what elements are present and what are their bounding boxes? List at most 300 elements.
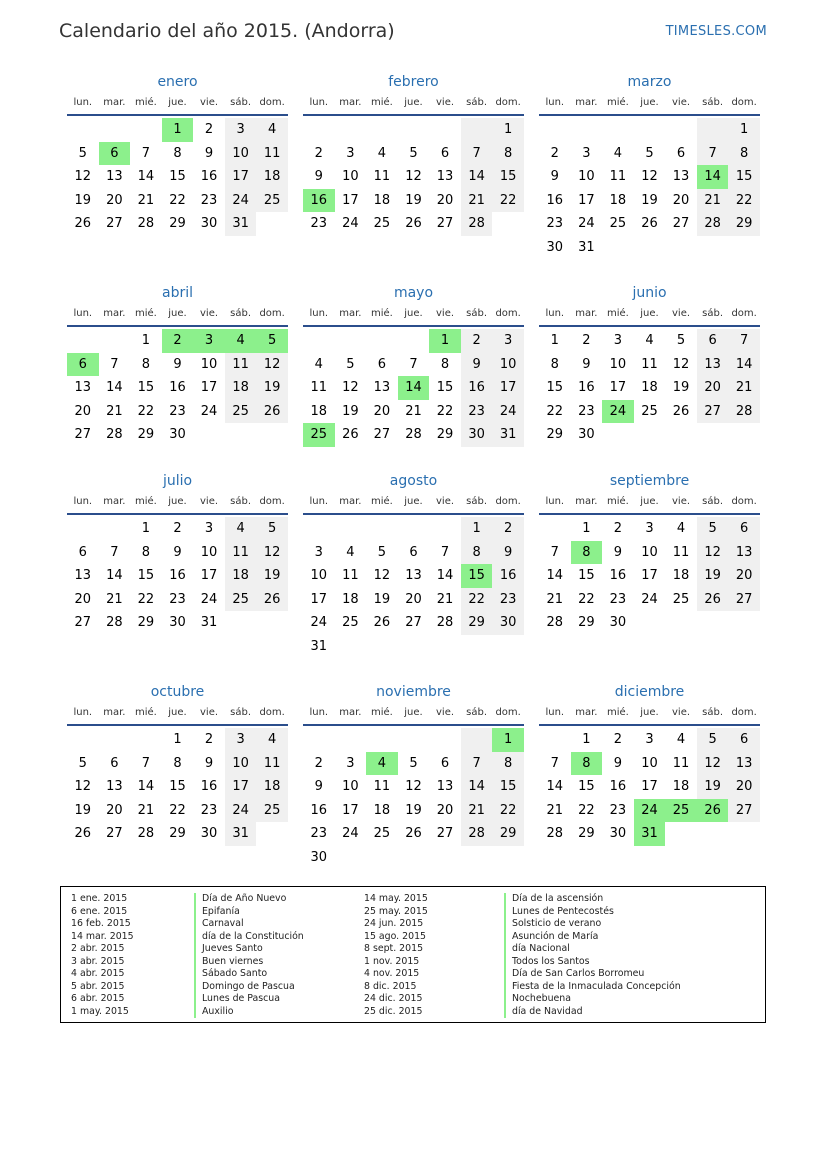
empty-cell: [398, 118, 430, 142]
brand-link[interactable]: TIMESLES.COM: [665, 24, 767, 39]
weekday-header: [303, 92, 524, 116]
day-cell: 9: [173, 356, 182, 372]
empty-cell: [130, 728, 162, 752]
day-cell: 25: [256, 189, 288, 213]
month-name: mayo: [393, 285, 434, 301]
legend-holiday-name: Lunes de Pascua: [194, 993, 304, 1006]
day-cell: 15: [578, 779, 595, 795]
weekday-label: mar.: [103, 496, 126, 507]
day-cell: 1: [461, 517, 493, 541]
day-cell: 24: [310, 615, 328, 631]
day-cell: 6: [440, 145, 450, 161]
day-grid: [303, 726, 524, 870]
day-cell: 24: [342, 216, 359, 232]
weekday-header: [303, 491, 524, 515]
day-cell: 13: [436, 169, 454, 185]
day-cell: 29: [169, 216, 186, 232]
day-cell: 26: [697, 799, 729, 823]
legend-holiday-name: Auxilio: [194, 1006, 304, 1019]
day-cell: 18: [672, 779, 690, 795]
day-cell: 2: [314, 755, 323, 771]
day-cell: 26: [373, 615, 391, 631]
day-cell: 13: [106, 779, 123, 795]
empty-cell: [602, 118, 634, 142]
day-cell: 2: [582, 333, 591, 348]
month-11: [539, 682, 760, 846]
day-cell: 14: [546, 568, 564, 584]
day-cell: 21: [137, 192, 155, 208]
day-cell: 10: [342, 169, 359, 185]
day-cell: 2: [162, 329, 194, 353]
day-cell: 20: [672, 192, 690, 208]
day-cell: 10: [641, 755, 658, 771]
weekday-label: mié.: [134, 308, 157, 319]
legend-holiday-name: Domingo de Pascua: [194, 981, 304, 994]
day-cell: 26: [342, 427, 359, 443]
day-cell: 3: [346, 145, 355, 161]
weekday-label: mié.: [370, 707, 393, 718]
day-cell: 19: [405, 802, 422, 818]
day-cell: 18: [256, 775, 288, 799]
day-cell: 24: [225, 189, 257, 213]
day-cell: 30: [546, 239, 564, 255]
day-cell: 5: [645, 145, 654, 161]
month-name: enero: [157, 74, 198, 90]
empty-cell: [303, 517, 335, 541]
day-cell: 2: [492, 517, 524, 541]
day-cell: 24: [342, 826, 359, 842]
day-cell: 19: [74, 192, 92, 208]
month-name: septiembre: [609, 473, 690, 489]
month-0: [67, 72, 288, 236]
day-cell: 11: [342, 568, 359, 584]
day-cell: 16: [546, 192, 564, 208]
day-cell: 22: [578, 802, 595, 818]
day-cell: 12: [342, 380, 359, 396]
day-cell: 12: [405, 169, 422, 185]
day-cell: 30: [578, 427, 595, 443]
legend-date: 24 jun. 2015: [364, 918, 424, 929]
day-cell: 20: [106, 802, 123, 818]
weekday-label: jue.: [168, 97, 187, 108]
day-cell: 3: [225, 728, 257, 752]
weekday-label: dom.: [259, 308, 285, 319]
weekday-label: lun.: [545, 496, 565, 507]
day-grid: [67, 327, 288, 447]
day-cell: 18: [609, 192, 627, 208]
day-cell: 15: [492, 775, 524, 799]
weekday-header: [303, 702, 524, 726]
weekday-label: sáb.: [702, 707, 724, 718]
day-cell: 31: [634, 822, 666, 846]
day-cell: 14: [137, 779, 155, 795]
legend-date: 16 feb. 2015: [71, 918, 131, 929]
day-cell: 29: [578, 826, 595, 842]
day-cell: 26: [405, 826, 422, 842]
weekday-label: vie.: [436, 496, 455, 507]
day-cell: 4: [366, 752, 398, 776]
day-grid: [67, 726, 288, 846]
weekday-label: dom.: [259, 496, 285, 507]
day-cell: 26: [74, 216, 92, 232]
day-cell: 28: [436, 615, 454, 631]
legend-date: 1 ene. 2015: [71, 893, 128, 904]
weekday-label: sáb.: [702, 308, 724, 319]
day-cell: 12: [74, 779, 92, 795]
day-cell: 28: [546, 615, 564, 631]
day-cell: 8: [461, 541, 493, 565]
legend-date: 1 may. 2015: [71, 1005, 129, 1017]
day-cell: 26: [256, 400, 288, 424]
legend-date: 3 abr. 2015: [71, 955, 125, 967]
day-cell: 2: [204, 732, 214, 747]
day-cell: 1: [141, 521, 151, 536]
day-cell: 16: [310, 802, 328, 818]
legend-holiday-name: Día de San Carlos Borromeu: [504, 968, 681, 981]
empty-cell: [539, 118, 571, 142]
day-cell: 8: [141, 356, 151, 372]
day-cell: 9: [204, 145, 214, 161]
weekday-label: mar.: [103, 97, 126, 108]
day-cell: 21: [461, 799, 493, 823]
day-cell: 11: [373, 169, 391, 185]
empty-cell: [539, 728, 571, 752]
weekday-label: lun.: [73, 496, 93, 507]
day-grid: [539, 116, 760, 260]
day-cell: 29: [461, 611, 493, 635]
weekday-label: dom.: [731, 707, 757, 718]
day-cell: 29: [728, 212, 760, 236]
day-cell: 21: [436, 591, 454, 607]
day-cell: 20: [405, 591, 422, 607]
day-cell: 13: [74, 568, 92, 584]
day-cell: 31: [492, 423, 524, 447]
day-cell: 27: [697, 400, 729, 424]
day-cell: 25: [225, 588, 257, 612]
day-cell: 6: [67, 353, 99, 377]
month-8: [539, 471, 760, 635]
day-cell: 27: [436, 826, 454, 842]
day-cell: 17: [225, 775, 257, 799]
empty-cell: [366, 517, 398, 541]
day-cell: 21: [137, 802, 155, 818]
legend-holiday-name: Epifanía: [194, 906, 304, 919]
day-cell: 4: [256, 118, 288, 142]
day-cell: 7: [550, 755, 559, 771]
weekday-label: sáb.: [466, 496, 488, 507]
weekday-label: vie.: [200, 707, 219, 718]
day-cell: 27: [728, 588, 760, 612]
legend-names-col-1: [194, 893, 304, 1018]
day-cell: 16: [578, 380, 595, 396]
weekday-header: [67, 491, 288, 515]
day-cell: 21: [546, 802, 564, 818]
day-cell: 2: [173, 521, 182, 536]
empty-cell: [461, 728, 493, 752]
day-cell: 26: [641, 216, 658, 232]
day-cell: 2: [550, 145, 559, 161]
day-cell: 14: [461, 775, 493, 799]
day-cell: 7: [440, 544, 450, 560]
legend-holiday-name: Solsticio de verano: [504, 918, 681, 931]
empty-cell: [67, 728, 99, 752]
month-name: julio: [162, 473, 193, 489]
day-cell: 17: [641, 568, 658, 584]
day-cell: 12: [697, 752, 729, 776]
legend-holiday-name: Carnaval: [194, 918, 304, 931]
empty-cell: [67, 118, 99, 142]
day-cell: 18: [225, 564, 257, 588]
weekday-label: sáb.: [466, 97, 488, 108]
weekday-label: vie.: [672, 707, 691, 718]
day-cell: 22: [436, 403, 454, 419]
day-cell: 1: [492, 728, 524, 752]
day-cell: 22: [578, 591, 595, 607]
day-cell: 12: [697, 541, 729, 565]
day-cell: 18: [373, 192, 391, 208]
weekday-label: mar.: [575, 496, 598, 507]
empty-cell: [398, 329, 430, 353]
day-cell: 23: [546, 216, 564, 232]
day-cell: 4: [225, 329, 257, 353]
weekday-label: jue.: [640, 707, 659, 718]
day-cell: 11: [256, 142, 288, 166]
day-cell: 23: [578, 403, 595, 419]
day-grid: [67, 515, 288, 635]
weekday-label: lun.: [309, 97, 329, 108]
day-cell: 8: [173, 755, 182, 771]
day-cell: 1: [429, 329, 461, 353]
day-cell: 12: [405, 779, 422, 795]
legend-date: 14 may. 2015: [364, 893, 428, 904]
legend-date: 6 abr. 2015: [71, 993, 125, 1004]
weekday-label: mié.: [606, 97, 629, 108]
day-cell: 23: [169, 403, 186, 419]
legend-holiday-name: Día de la ascensión: [504, 893, 681, 906]
weekday-label: lun.: [545, 97, 565, 108]
weekday-label: mié.: [134, 707, 157, 718]
day-cell: 15: [169, 169, 186, 185]
day-cell: 28: [461, 212, 493, 236]
day-cell: 30: [492, 611, 524, 635]
day-cell: 16: [303, 189, 335, 213]
day-cell: 13: [106, 169, 123, 185]
day-cell: 13: [373, 380, 391, 396]
weekday-label: dom.: [495, 97, 521, 108]
day-cell: 5: [78, 145, 87, 161]
weekday-label: lun.: [545, 707, 565, 718]
day-cell: 1: [582, 732, 591, 747]
day-cell: 7: [409, 356, 418, 372]
day-cell: 9: [204, 755, 214, 771]
empty-cell: [429, 728, 461, 752]
day-cell: 20: [373, 403, 391, 419]
weekday-label: mar.: [339, 496, 362, 507]
day-cell: 17: [310, 591, 328, 607]
day-cell: 30: [609, 826, 627, 842]
legend-holiday-name: Jueves Santo: [194, 943, 304, 956]
day-cell: 9: [173, 544, 182, 560]
day-cell: 14: [697, 165, 729, 189]
day-cell: 14: [106, 568, 123, 584]
day-cell: 31: [225, 822, 257, 846]
day-cell: 12: [373, 568, 391, 584]
legend-dates-col-1: [71, 893, 134, 1018]
month-3: [67, 283, 288, 447]
day-cell: 14: [546, 779, 564, 795]
day-cell: 6: [78, 544, 87, 560]
day-cell: 2: [314, 145, 323, 161]
day-cell: 25: [609, 216, 627, 232]
day-cell: 21: [461, 189, 493, 213]
day-cell: 30: [609, 615, 627, 631]
day-cell: 14: [106, 380, 123, 396]
month-6: [67, 471, 288, 635]
day-cell: 7: [141, 755, 151, 771]
day-cell: 5: [697, 517, 729, 541]
day-cell: 10: [200, 356, 218, 372]
page-title: Calendario del año 2015. (Andorra): [59, 20, 395, 42]
day-cell: 28: [461, 822, 493, 846]
day-cell: 7: [728, 329, 760, 353]
weekday-label: sáb.: [230, 308, 252, 319]
weekday-label: vie.: [200, 308, 219, 319]
legend-date: 6 ene. 2015: [71, 905, 128, 917]
weekday-label: vie.: [672, 97, 691, 108]
day-cell: 12: [641, 169, 658, 185]
day-cell: 29: [436, 427, 454, 443]
weekday-label: vie.: [672, 496, 691, 507]
legend-holiday-name: Fiesta de la Inmaculada Concepción: [504, 981, 681, 994]
day-cell: 25: [225, 400, 257, 424]
month-name: abril: [161, 285, 193, 301]
day-cell: 10: [342, 779, 359, 795]
empty-cell: [429, 517, 461, 541]
day-cell: 19: [256, 376, 288, 400]
day-cell: 9: [550, 169, 559, 185]
weekday-label: jue.: [640, 496, 659, 507]
day-cell: 7: [461, 142, 493, 166]
legend-date: 1 nov. 2015: [364, 955, 420, 967]
weekday-label: lun.: [73, 308, 93, 319]
empty-cell: [335, 517, 367, 541]
legend-names-col-2: [504, 893, 681, 1018]
day-cell: 27: [728, 799, 760, 823]
day-cell: 11: [225, 541, 257, 565]
month-7: [303, 471, 524, 659]
day-cell: 16: [609, 779, 627, 795]
day-cell: 10: [200, 544, 218, 560]
day-cell: 14: [728, 353, 760, 377]
day-cell: 23: [461, 400, 493, 424]
day-cell: 2: [613, 521, 623, 536]
day-cell: 30: [200, 216, 218, 232]
empty-cell: [130, 118, 162, 142]
day-cell: 11: [672, 544, 690, 560]
legend-date: 25 dic. 2015: [364, 1005, 423, 1017]
day-cell: 18: [641, 380, 658, 396]
legend-holiday-name: Todos los Santos: [504, 956, 681, 969]
day-cell: 24: [200, 591, 218, 607]
day-cell: 23: [310, 826, 328, 842]
day-cell: 4: [256, 728, 288, 752]
weekday-label: vie.: [672, 308, 691, 319]
day-grid: [539, 327, 760, 447]
legend-date: 14 mar. 2015: [71, 930, 134, 942]
weekday-label: mié.: [134, 97, 157, 108]
weekday-label: vie.: [200, 97, 219, 108]
weekday-label: dom.: [731, 496, 757, 507]
empty-cell: [67, 329, 99, 353]
day-cell: 9: [314, 779, 323, 795]
day-cell: 10: [578, 169, 595, 185]
day-cell: 14: [137, 169, 155, 185]
day-cell: 22: [169, 192, 186, 208]
day-cell: 14: [461, 165, 493, 189]
day-grid: [303, 515, 524, 659]
weekday-header: [67, 702, 288, 726]
day-cell: 28: [697, 212, 729, 236]
day-cell: 13: [672, 169, 690, 185]
weekday-label: jue.: [404, 707, 423, 718]
weekday-label: dom.: [495, 308, 521, 319]
day-cell: 21: [106, 403, 123, 419]
weekday-label: mar.: [575, 707, 598, 718]
weekday-label: sáb.: [702, 496, 724, 507]
weekday-label: mar.: [575, 97, 598, 108]
legend-date: 24 dic. 2015: [364, 993, 423, 1004]
day-cell: 27: [405, 615, 422, 631]
day-cell: 5: [697, 728, 729, 752]
weekday-label: lun.: [309, 308, 329, 319]
day-cell: 25: [303, 423, 335, 447]
day-cell: 28: [405, 427, 422, 443]
empty-cell: [99, 517, 131, 541]
day-cell: 17: [492, 376, 524, 400]
weekday-label: lun.: [309, 496, 329, 507]
day-cell: 25: [373, 216, 391, 232]
day-cell: 18: [672, 568, 690, 584]
day-cell: 3: [314, 544, 323, 560]
day-cell: 25: [641, 403, 658, 419]
weekday-label: sáb.: [230, 496, 252, 507]
day-cell: 3: [645, 732, 654, 747]
day-cell: 22: [728, 189, 760, 213]
day-cell: 24: [492, 400, 524, 424]
legend-date: 4 abr. 2015: [71, 968, 125, 979]
day-cell: 30: [200, 826, 218, 842]
weekday-header: [539, 303, 760, 327]
day-cell: 9: [492, 541, 524, 565]
day-cell: 10: [310, 568, 328, 584]
legend-date: 8 dic. 2015: [364, 980, 417, 992]
day-cell: 17: [200, 380, 218, 396]
day-cell: 22: [492, 799, 524, 823]
day-cell: 19: [405, 192, 422, 208]
month-name: noviembre: [376, 684, 451, 700]
weekday-label: mar.: [339, 308, 362, 319]
day-cell: 19: [697, 775, 729, 799]
day-cell: 5: [409, 145, 418, 161]
day-cell: 8: [141, 544, 151, 560]
day-cell: 19: [74, 802, 92, 818]
empty-cell: [539, 517, 571, 541]
day-cell: 5: [346, 356, 355, 372]
day-cell: 9: [461, 353, 493, 377]
day-cell: 18: [256, 165, 288, 189]
day-cell: 10: [609, 356, 627, 372]
day-cell: 26: [256, 588, 288, 612]
